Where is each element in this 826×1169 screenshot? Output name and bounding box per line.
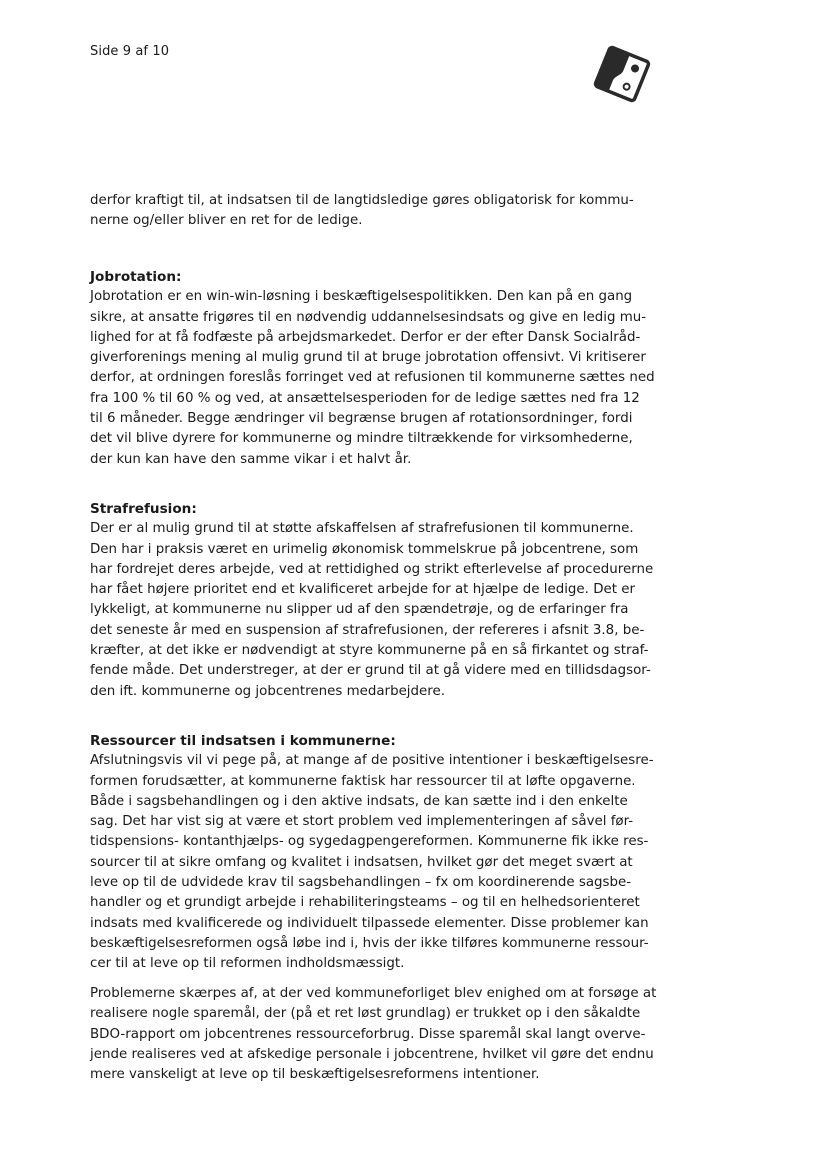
text-line: kræfter, at det ikke er nødvendigt at styre kommunerne på en så firkantet og straf- <box>90 643 649 659</box>
text-line: Afslutningsvis vil vi pege på, at mange af de positive intentioner i beskæftigelsesre- <box>90 753 654 769</box>
text-line: leve op til de udvidede krav til sagsbehandlingen – fx om koordinerende sagsbe- <box>90 875 632 891</box>
text-line: mere vanskeligt at leve op til beskæftigelsesreformens intentioner. <box>90 1067 540 1083</box>
section-strafrefusion <box>90 499 653 702</box>
text-line: giverforenings mening al mulig grund til at bruge jobrotation offensivt. Vi kritiserer <box>90 350 646 366</box>
text-line: derfor, at ordningen foreslås forringet ved at refusionen til kommunerne sættes ned <box>90 370 655 386</box>
text-line: cer til at leve op til reformen indholdsmæssigt. <box>90 956 405 972</box>
text-line: tidspensions- kontanthjælps- og sygedagpengereformen. Kommunerne fik ikke res- <box>90 834 649 850</box>
text-line: fra 100 % til 60 % og ved, at ansættelsesperioden for de ledige sættes ned fra 12 <box>90 390 640 406</box>
text-line: fende måde. Det understreger, at der er grund til at gå videre med en tillidsdagsor- <box>90 663 651 679</box>
text-line: beskæftigelsesreformen også løbe ind i, hvis der ikke tilføres kommunerne ressour- <box>90 935 649 951</box>
text-line: nerne og/eller bliver en ret for de ledige. <box>90 213 363 229</box>
text-line: der kun kan have den samme vikar i et halvt år. <box>90 451 412 467</box>
text-line: lighed for at få fodfæste på arbejdsmarkedet. Derfor er der efter Dansk Socialråd- <box>90 329 641 345</box>
text-line: derfor kraftigt til, at indsatsen til de langtidsledige gøres obligatorisk for kommu- <box>90 193 634 208</box>
section-heading: Jobrotation: <box>90 269 182 285</box>
text-line: handler og et grundigt arbejde i rehabiliteringsteams – og til en helhedsorienteret <box>90 895 640 911</box>
text-line: sourcer til at sikre omfang og kvalitet i indsatsen, hvilket gør det meget svært at <box>90 854 633 870</box>
text-line: BDO-rapport om jobcentrenes ressourceforbrug. Disse sparemål skal langt overve- <box>90 1026 646 1042</box>
section-heading: Ressourcer til indsatsen i kommunerne: <box>90 733 396 749</box>
section-problemer <box>90 984 656 1085</box>
page-body <box>90 191 690 1083</box>
text-line: Både i sagsbehandlingen og i den aktive indsats, de kan sætte ind i den enkelte <box>90 793 628 809</box>
text-line: det vil blive dyrere for kommunerne og mindre tiltrækkende for virksomhederne, <box>90 431 633 447</box>
text-line: lykkeligt, at kommunerne nu slipper ud af den spændetrøje, og de erfaringer fra <box>90 602 629 618</box>
text-line: jende realiseres ved at afskedige personale i jobcentrene, hvilket vil gøre det endnu <box>90 1046 654 1062</box>
text-line: Den har i praksis været en urimelig økonomisk tommelskrue på jobcentrene, som <box>90 541 639 557</box>
text-line: sikre, at ansatte frigøres til en nødvendig uddannelsesindsats og give en ledig mu- <box>90 309 647 325</box>
text-line: sag. Det har vist sig at være et stort problem ved implementeringen af såvel før- <box>90 814 634 830</box>
text-line: til 6 måneder. Begge ændringer vil begrænse brugen af rotationsordninger, fordi <box>90 411 633 427</box>
intro-paragraph <box>90 191 690 232</box>
text-line: Der er al mulig grund til at støtte afskaffelsen af strafrefusionen til kommunerne. <box>90 521 634 537</box>
text-line: har fordrejet deres arbejde, ved at rettidighed og strikt efterlevelse af procedurerne <box>90 561 654 577</box>
text-line: Jobrotation er en win-win-løsning i beskæftigelsespolitikken. Den kan på en gang <box>90 289 633 305</box>
section-heading: Strafrefusion: <box>90 501 197 517</box>
section-ressourcer <box>90 731 654 975</box>
section-paragraph <box>90 751 654 974</box>
text-line: har fået højere prioritet end et kvalificeret arbejde for at hjælpe de ledige. Det er <box>90 582 635 598</box>
organization-logo <box>592 44 652 104</box>
text-line: det seneste år med en suspension af strafrefusionen, der refereres i afsnit 3.8, be- <box>90 622 645 638</box>
section-paragraph <box>90 287 655 470</box>
page-number: Side 9 af 10 <box>90 44 170 59</box>
section-paragraph <box>90 519 653 702</box>
text-line: indsats med kvalificerede og individuelt tilpassede elementer. Disse problemer kan <box>90 915 649 931</box>
text-line: den ift. kommunerne og jobcentrenes medarbejdere. <box>90 683 445 699</box>
text-line: realisere nogle sparemål, der (på et ret løst grundlag) er trukket op i den såkaldte <box>90 1006 641 1022</box>
section-jobrotation <box>90 267 655 470</box>
text-line: formen forudsætter, at kommunerne faktisk har ressourcer til at løfte opgaverne. <box>90 773 636 789</box>
section-paragraph <box>90 984 656 1085</box>
text-line: Problemerne skærpes af, at der ved kommuneforliget blev enighed om at forsøge at <box>90 986 657 1001</box>
